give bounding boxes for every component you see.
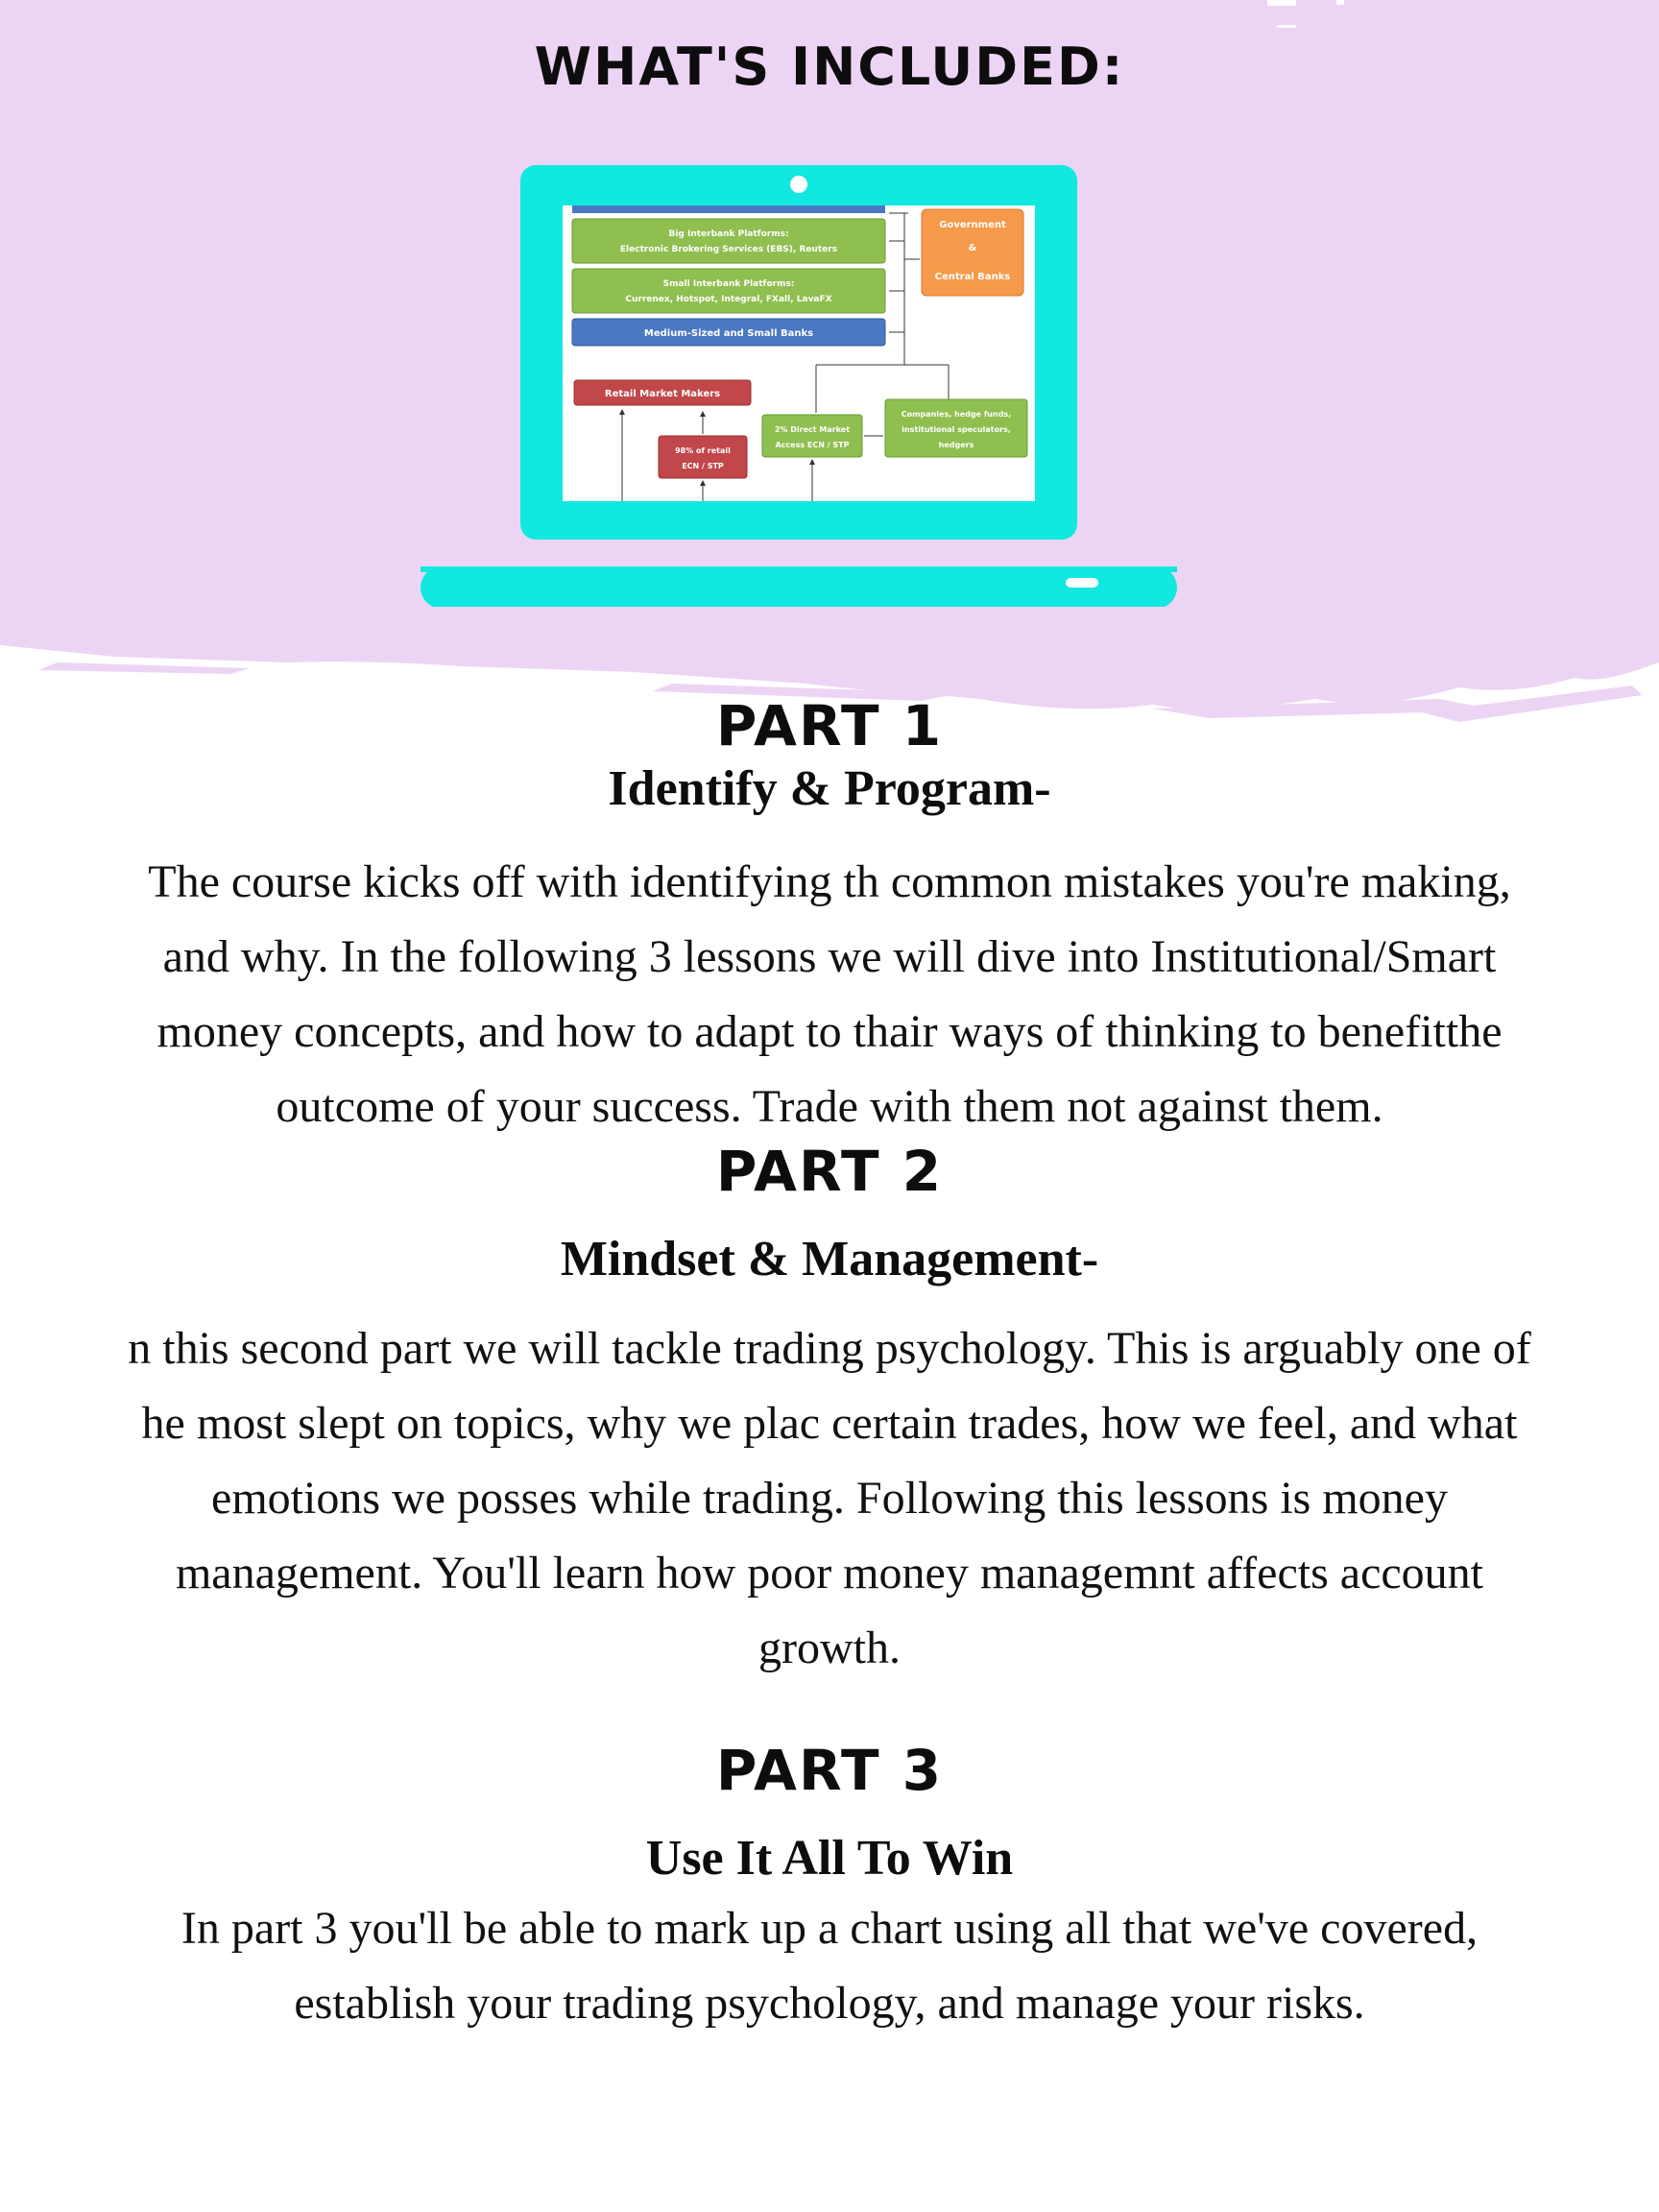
- medium-banks-label: Medium-Sized and Small Banks: [643, 328, 814, 339]
- retail-98-label-1: 98% of retail: [675, 446, 731, 455]
- part-2-line: n this second part we will tackle trading psychology. This is arguably one of: [128, 1323, 1531, 1374]
- direct-2-label-1: 2% Direct Market: [774, 425, 851, 434]
- government-label-1: Government: [939, 220, 1006, 230]
- part-3-line: establish your trading psychology, and manage your risks.: [294, 1978, 1365, 2029]
- part-1-description: [0, 845, 1659, 1144]
- part-2-line: management. You'll learn how poor money managemnt affects account: [175, 1548, 1484, 1599]
- part-1-line: The course kicks off with identifying th common mistakes you're making,: [148, 856, 1511, 907]
- part-1-line: outcome of your success. Trade with them not against them.: [276, 1081, 1383, 1132]
- part-2-heading: PART 2: [715, 1139, 944, 1204]
- part-2-subtitle: Mindset & Management-: [560, 1232, 1099, 1286]
- companies-label-3: hedgers: [938, 441, 974, 449]
- part-1-heading: PART 1: [715, 693, 944, 758]
- government-label-3: Central Banks: [934, 272, 1011, 282]
- part-1-subtitle: Identify & Program-: [608, 761, 1051, 816]
- small-interbank-label-2: Currenex, Hotspot, Integral, FXall, LavaFX: [625, 295, 832, 304]
- companies-label-1: Companies, hedge funds,: [901, 410, 1012, 419]
- retail-mm-label: Retail Market Makers: [604, 389, 721, 399]
- part-2-description: [0, 1311, 1659, 1686]
- big-interbank-label-1: Big Interbank Platforms:: [668, 229, 789, 239]
- part-2-line: emotions we posses while trading. Following this lessons is money: [211, 1473, 1448, 1524]
- part-3-subtitle: Use It All To Win: [645, 1831, 1014, 1886]
- government-label-2: &: [968, 243, 977, 253]
- page-title: WHAT'S INCLUDED:: [534, 36, 1125, 97]
- small-interbank-label-1: Small Interbank Platforms:: [662, 279, 795, 289]
- part-3-heading: PART 3: [715, 1738, 944, 1803]
- part-1-line: money concepts, and how to adapt to thair ways of thinking to benefitthe: [156, 1006, 1503, 1057]
- retail-98-label-2: ECN / STP: [682, 462, 724, 470]
- laptop-illustration: [421, 163, 1177, 607]
- part-2-line: growth.: [758, 1623, 901, 1673]
- part-1-line: and why. In the following 3 lessons we will dive into Institutional/Smart: [162, 931, 1497, 982]
- part-3-line: In part 3 you'll be able to mark up a chart using all that we've covered,: [180, 1903, 1479, 1954]
- direct-2-label-2: Access ECN / STP: [775, 441, 850, 449]
- part-2-line: he most slept on topics, why we plac certain trades, how we feel, and what: [141, 1398, 1518, 1449]
- big-interbank-label-2: Electronic Brokering Services (EBS), Reuters: [619, 245, 838, 254]
- companies-label-2: institutional speculators,: [902, 425, 1011, 434]
- part-3-description: [0, 1891, 1659, 2041]
